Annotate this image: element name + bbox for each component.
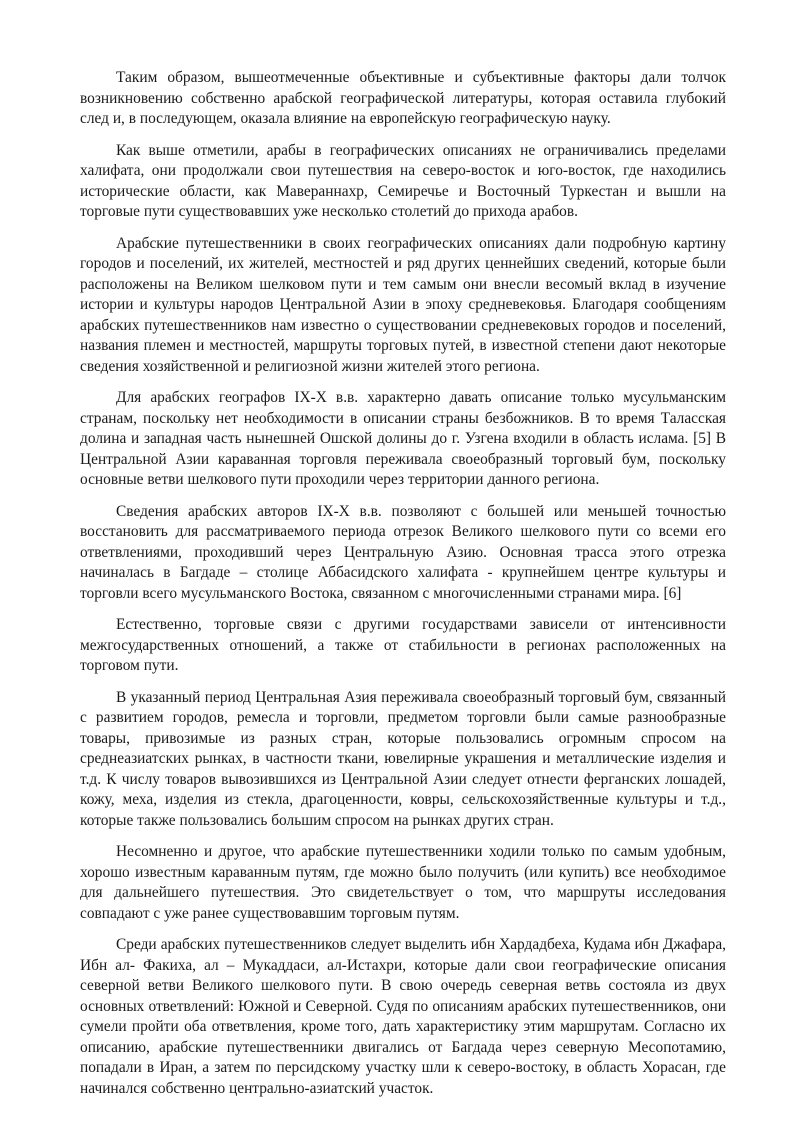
- paragraph-3: Арабские путешественники в своих географических описаниях дали подробную картину городов и поселений, их жителей, местностей и ряд других ценнейших сведений, которые были расположены на Великом шелковом пути и тем самым они внесли весомый вклад в изучение истории и культуры народов Центральной Азии в эпоху средневековья. Благодаря сообщениям арабских путешественников нам известно о существовании средневековых городов и поселений, названия племен и местностей, маршруты торговых путей, в известной степени дают некоторые сведения хозяйственной и религиозной жизни жителей этого региона.: [80, 234, 726, 375]
- document-page: [80, 68, 726, 1110]
- paragraph-5: Сведения арабских авторов IX-X в.в. позволяют с большей или меньшей точностью восстановить для рассматриваемого периода отрезок Великого шелкового пути со всеми его ответвлениями, проходивший через Центральную Азию. Основная трасса этого отрезка начиналась в Багдаде – столице Аббасидского халифата - крупнейшем центре культуры и торговли всего мусульманского Востока, связанном с многочисленными странами мира. [6]: [80, 502, 726, 602]
- paragraph-6: Естественно, торговые связи с другими государствами зависели от интенсивности межгосударственных отношений, а также от стабильности в регионах расположенных на торговом пути.: [80, 616, 726, 674]
- paragraph-1: Таким образом, вышеотмеченные объективные и субъективные факторы дали толчок возникновению собственно арабской географической литературы, которая оставила глубокий след и, в последующем, оказала влияние на европейскую географическую науку.: [80, 69, 726, 127]
- paragraph-2: Как выше отметили, арабы в географических описаниях не ограничивались пределами халифата, они продолжали свои путешествия на северо-восток и юго-восток, где находились исторические области, как Мавераннахр, Семиречье и Восточный Туркестан и вышли на торговые пути существовавших уже несколько столетий до прихода арабов.: [80, 141, 726, 220]
- paragraph-7: В указанный период Центральная Азия переживала своеобразный торговый бум, связанный с развитием городов, ремесла и торговли, предметом торговли были самые разнообразные товары, привозимые из разных стран, которые пользовались огромным спросом на среднеазиатских рынках, в частности ткани, ювелирные украшения и металлические изделия и т.д. К числу товаров вывозившихся из Центральной Азии следует отнести ферганских лошадей, кожу, меха, изделия из стекла, драгоценности, ковры, сельскохозяйственные культуры и т.д., которые также пользовались большим спросом на рынках других стран.: [80, 688, 726, 829]
- paragraph-8: Несомненно и другое, что арабские путешественники ходили только по самым удобным, хорошо известным караванным путям, где можно было получить (или купить) все необходимое для дальнейшего путешествия. Это свидетельствует о том, что маршруты исследования совпадают с уже ранее существовавшим торговым путям.: [80, 843, 726, 922]
- paragraph-9: Среди арабских путешественников следует выделить ибн Хардадбеха, Кудама ибн Джафара, Ибн ал- Факиха, ал – Мукаддаси, ал-Истахри, которые дали свои географические описания северной ветви Великого шелкового пути. В свою очередь северная ветвь состояла из двух основных ответвлений: Южной и Северной. Судя по описаниям арабских путешественников, они сумели пройти оба ответвления, кроме того, дать характеристику этим маршрутам. Согласно их описанию, арабские путешественники двигались от Багдада через северную Месопотамию, попадали в Иран, а затем по персидскому участку шли к северо-востоку, в область Хорасан, где начинался собственно центрально-азиатский участок.: [80, 936, 726, 1097]
- paragraph-4: Для арабских географов IX-X в.в. характерно давать описание только мусульманским странам, поскольку нет необходимости в описании страны безбожников. В то время Таласская долина и западная часть нынешней Ошской долины до г. Узгена входили в область ислама. [5] В Центральной Азии караванная торговля переживала своеобразный торговый бум, поскольку основные ветви шелкового пути проходили через территории данного региона.: [80, 389, 726, 488]
